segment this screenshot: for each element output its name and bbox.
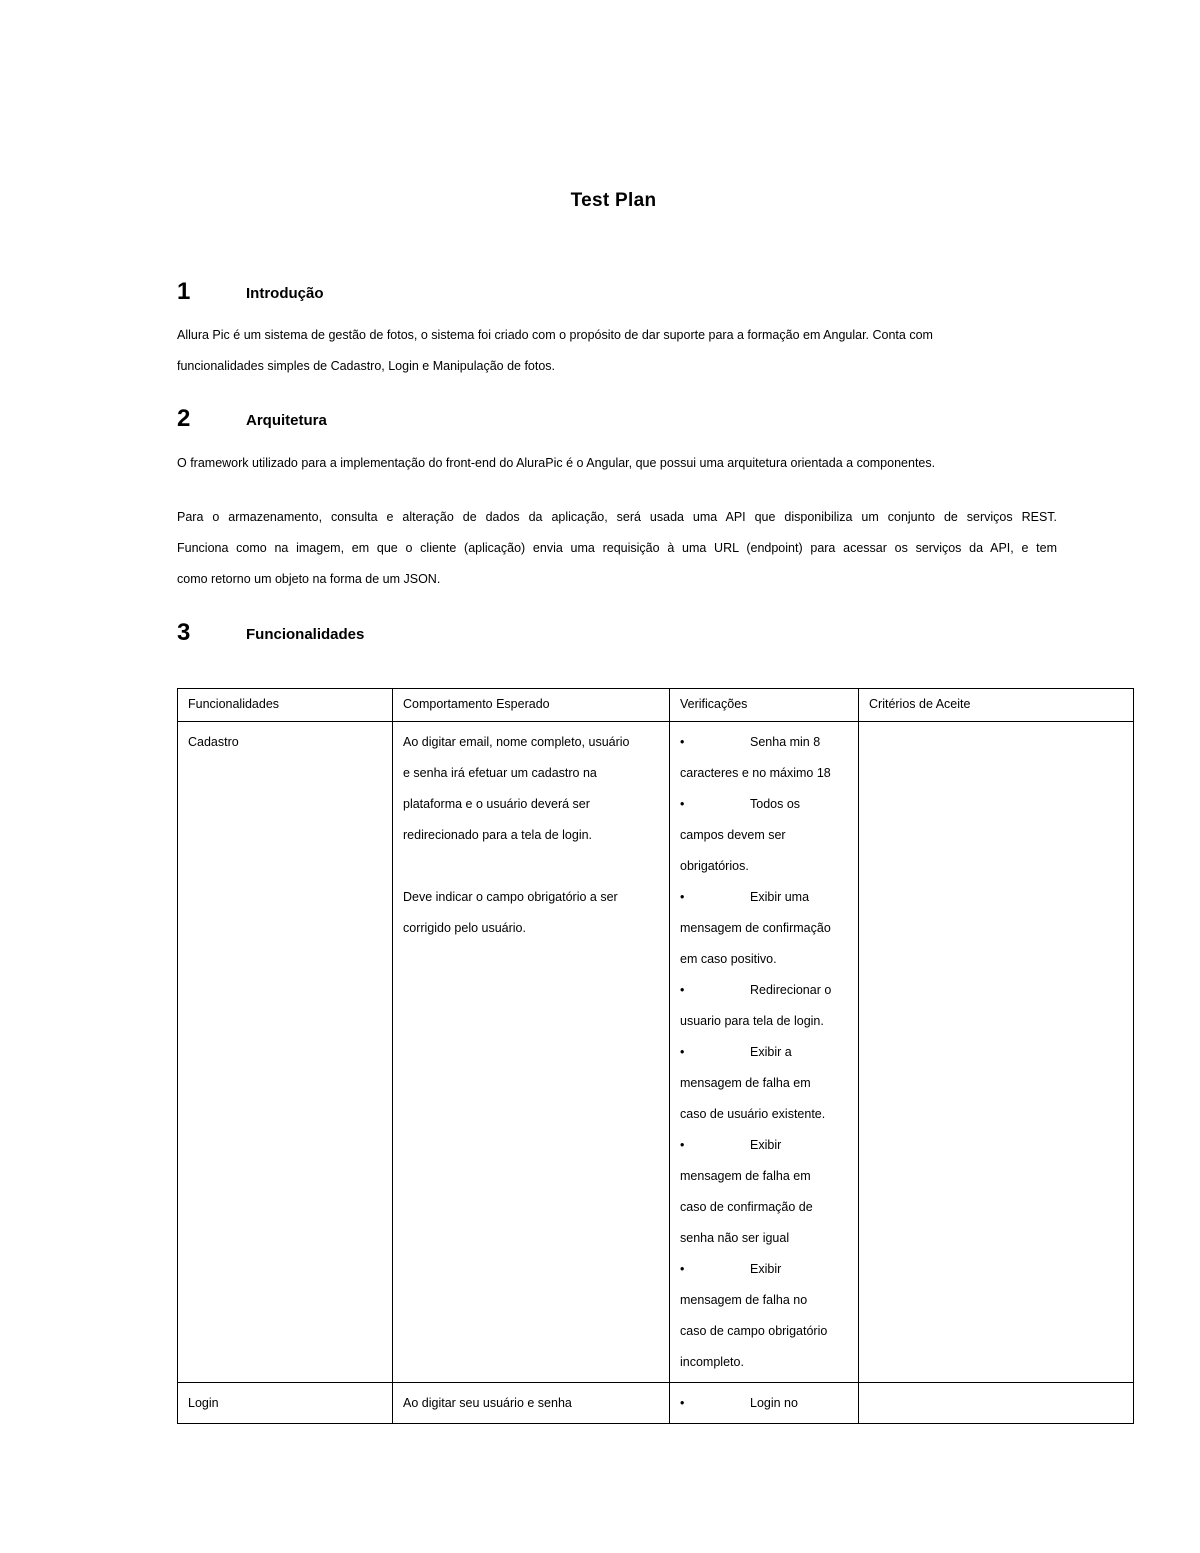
check-item xyxy=(680,1388,848,1419)
behavior-line: Deve indicar o campo obrigatório a ser xyxy=(403,890,618,904)
check-item xyxy=(680,1254,848,1378)
header-criterios: Critérios de Aceite xyxy=(859,689,1134,722)
check-text: incompleto. xyxy=(680,1355,744,1369)
intro-line: Allura Pic é um sistema de gestão de fotos, o sistema foi criado com o propósito de dar suporte para a formação em Angular. Conta com xyxy=(177,328,933,342)
behavior-line: redirecionado para a tela de login. xyxy=(403,828,593,842)
behavior-line: e senha irá efetuar um cadastro na xyxy=(403,766,597,780)
table-row-cadastro xyxy=(178,722,1134,1383)
check-text: Todos os xyxy=(750,797,801,811)
behavior-line: Ao digitar seu usuário e senha xyxy=(403,1396,572,1410)
cell-feature: Cadastro xyxy=(178,722,393,1383)
check-text: campos devem ser xyxy=(680,828,786,842)
page-title: Test Plan xyxy=(570,190,657,211)
arquitetura-paragraph-2 xyxy=(177,502,1057,595)
paragraph-line: Para o armazenamento, consulta e alteração de dados da aplicação, será usada uma API que disponibiliza um conjunto de serviços REST. xyxy=(177,510,1057,524)
section-title: Introdução xyxy=(246,285,324,302)
check-text: usuario para tela de login. xyxy=(680,1014,824,1028)
funcionalidades-table xyxy=(177,688,1134,1424)
behavior-line: plataforma e o usuário deverá ser xyxy=(403,797,590,811)
check-text: Exibir xyxy=(750,1138,782,1152)
bullet-icon: • xyxy=(680,735,685,749)
check-text: mensagem de falha em xyxy=(680,1076,811,1090)
bullet-icon: • xyxy=(680,1138,685,1152)
check-text: Exibir uma xyxy=(750,890,810,904)
cell-checks xyxy=(670,722,859,1383)
bullet-icon: • xyxy=(680,797,685,811)
section-number: 1 xyxy=(177,278,191,305)
cell-behavior xyxy=(393,722,670,1383)
bullet-icon: • xyxy=(680,983,685,997)
bullet-icon: • xyxy=(680,1262,685,1276)
check-item xyxy=(680,727,848,789)
check-text: caso de usuário existente. xyxy=(680,1107,826,1121)
check-item xyxy=(680,1037,848,1130)
table-header-row xyxy=(178,689,1134,722)
check-text: senha não ser igual xyxy=(680,1231,790,1245)
check-text: Exibir xyxy=(750,1262,782,1276)
check-item xyxy=(680,882,848,975)
check-item xyxy=(680,1130,848,1254)
cell-checks xyxy=(670,1383,859,1424)
check-text: mensagem de falha no xyxy=(680,1293,808,1307)
header-funcionalidades: Funcionalidades xyxy=(178,689,393,722)
check-text: Senha min 8 xyxy=(750,735,821,749)
intro-line: funcionalidades simples de Cadastro, Login e Manipulação de fotos. xyxy=(177,359,556,373)
check-text: mensagem de confirmação xyxy=(680,921,831,935)
section-title: Arquitetura xyxy=(246,412,327,429)
behavior-line: corrigido pelo usuário. xyxy=(403,921,526,935)
paragraph-line: como retorno um objeto na forma de um JSON. xyxy=(177,572,441,586)
section-number: 3 xyxy=(177,619,191,646)
behavior-line: Ao digitar email, nome completo, usuário xyxy=(403,735,630,749)
check-item xyxy=(680,975,848,1037)
intro-paragraph xyxy=(177,320,1057,382)
check-text: caracteres e no máximo 18 xyxy=(680,766,831,780)
bullet-icon: • xyxy=(680,1045,685,1059)
check-text: Login no xyxy=(750,1396,798,1410)
header-comportamento: Comportamento Esperado xyxy=(393,689,670,722)
arquitetura-paragraph-1 xyxy=(177,448,1057,479)
check-text: Exibir a xyxy=(750,1045,792,1059)
check-text: caso de campo obrigatório xyxy=(680,1324,828,1338)
check-item xyxy=(680,789,848,882)
check-text: mensagem de falha em xyxy=(680,1169,811,1183)
bullet-icon: • xyxy=(680,890,685,904)
cell-behavior xyxy=(393,1383,670,1424)
section-title: Funcionalidades xyxy=(246,626,365,643)
paragraph-line: Funciona como na imagem, em que o cliente (aplicação) envia uma requisição à uma URL (endpoint) para acessar os serviços da API, e tem xyxy=(177,541,1057,555)
cell-feature: Login xyxy=(178,1383,393,1424)
check-text: caso de confirmação de xyxy=(680,1200,813,1214)
header-verificacoes: Verificações xyxy=(670,689,859,722)
paragraph-line: O framework utilizado para a implementação do front-end do AluraPic é o Angular, que possui uma arquitetura orientada a componentes. xyxy=(177,456,936,470)
check-text: em caso positivo. xyxy=(680,952,777,966)
check-text: Redirecionar o xyxy=(750,983,832,997)
bullet-icon: • xyxy=(680,1396,685,1410)
table-row-login xyxy=(178,1383,1134,1424)
cell-criteria xyxy=(859,722,1134,1383)
check-text: obrigatórios. xyxy=(680,859,749,873)
cell-criteria xyxy=(859,1383,1134,1424)
section-number: 2 xyxy=(177,405,191,432)
